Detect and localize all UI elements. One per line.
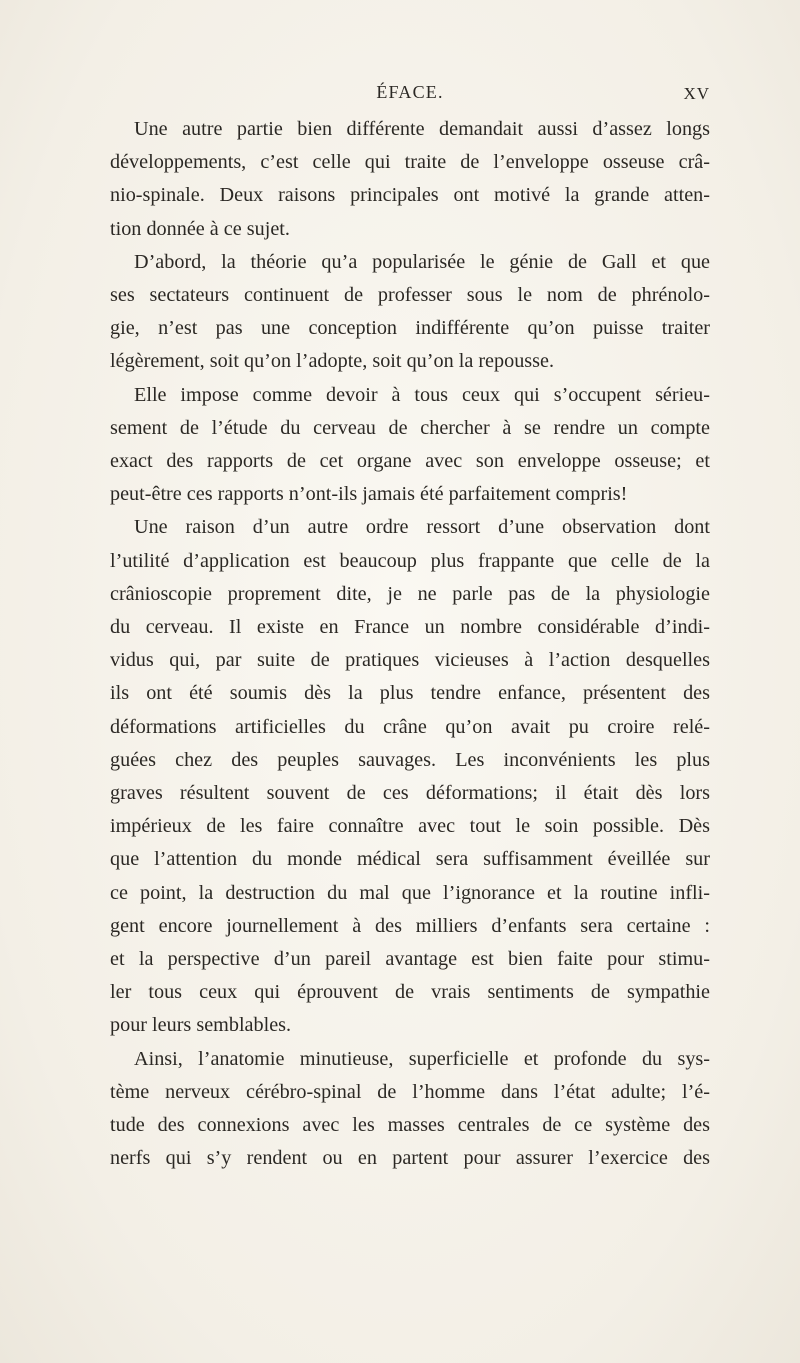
text-line: tème nerveux cérébro-spinal de l’homme dans l’état adulte; l’é- [110,1080,710,1103]
text-line: du cerveau. Il existe en France un nombre considérable d’indi- [110,616,710,639]
page-number: XV [683,84,710,103]
text-line: ce point, la destruction du mal que l’ignorance et la routine infli- [110,881,710,904]
text-line: nio-spinale. Deux raisons principales ont motivé la grande atten- [110,184,710,207]
text-line: gent encore journellement à des milliers d’enfants sera certaine : [110,914,710,937]
text-line: l’utilité d’application est beaucoup plus frappante que celle de la [110,549,710,572]
text-line: Elle impose comme devoir à tous ceux qui s’occupent sérieu- [134,383,710,406]
text-line: D’abord, la théorie qu’a popularisée le génie de Gall et que [134,250,710,273]
text-line: tion donnée à ce sujet. [110,217,290,240]
page-body-text [110,113,710,1176]
text-line: Une autre partie bien différente demandait aussi d’assez longs [134,118,710,140]
text-line: gie, n’est pas une conception indifférente qu’on puisse traiter [110,317,710,340]
text-line: tude des connexions avec les masses centrales de ce système des [110,1114,710,1137]
text-line: nerfs qui s’y rendent ou en partent pour assurer l’exercice des [110,1147,710,1170]
text-line: et la perspective d’un pareil avantage est bien faite pour stimu- [110,948,710,971]
text-line: Une raison d’un autre ordre ressort d’une observation dont [134,516,710,539]
text-line: légèrement, soit qu’on l’adopte, soit qu’on la repousse. [110,350,555,373]
text-line: ses sectateurs continuent de professer sous le nom de phrénolo- [110,284,710,307]
text-line: impérieux de les faire connaître avec tout le soin possible. Dès [110,815,710,838]
text-line: crânioscopie proprement dite, je ne parle pas de la physiologie [110,582,710,605]
text-line: peut-être ces rapports n’ont-ils jamais été parfaitement compris! [110,483,628,506]
text-line: ler tous ceux qui éprouvent de vrais sentiments de sympathie [110,981,710,1004]
text-line: guées chez des peuples sauvages. Les inconvénients les plus [110,748,710,771]
text-line: pour leurs semblables. [110,1014,292,1037]
text-line: Ainsi, l’anatomie minutieuse, superficielle et profonde du sys- [134,1047,710,1070]
text-line: sement de l’étude du cerveau de chercher à se rendre un compte [110,416,710,439]
running-title: ÉFACE. [376,82,444,102]
text-line: ils ont été soumis dès la plus tendre enfance, présentent des [110,682,710,705]
text-line: vidus qui, par suite de pratiques vicieuses à l’action desquelles [110,649,710,672]
text-line: déformations artificielles du crâne qu’on avait pu croire relé- [110,715,710,738]
running-head [110,82,710,112]
text-line: que l’attention du monde médical sera suffisamment éveillée sur [110,848,710,871]
text-line: graves résultent souvent de ces déformations; il était dès lors [110,782,710,805]
text-line: développements, c’est celle qui traite de l’enveloppe osseuse crâ- [110,151,710,174]
text-line: exact des rapports de cet organe avec son enveloppe osseuse; et [110,450,710,473]
